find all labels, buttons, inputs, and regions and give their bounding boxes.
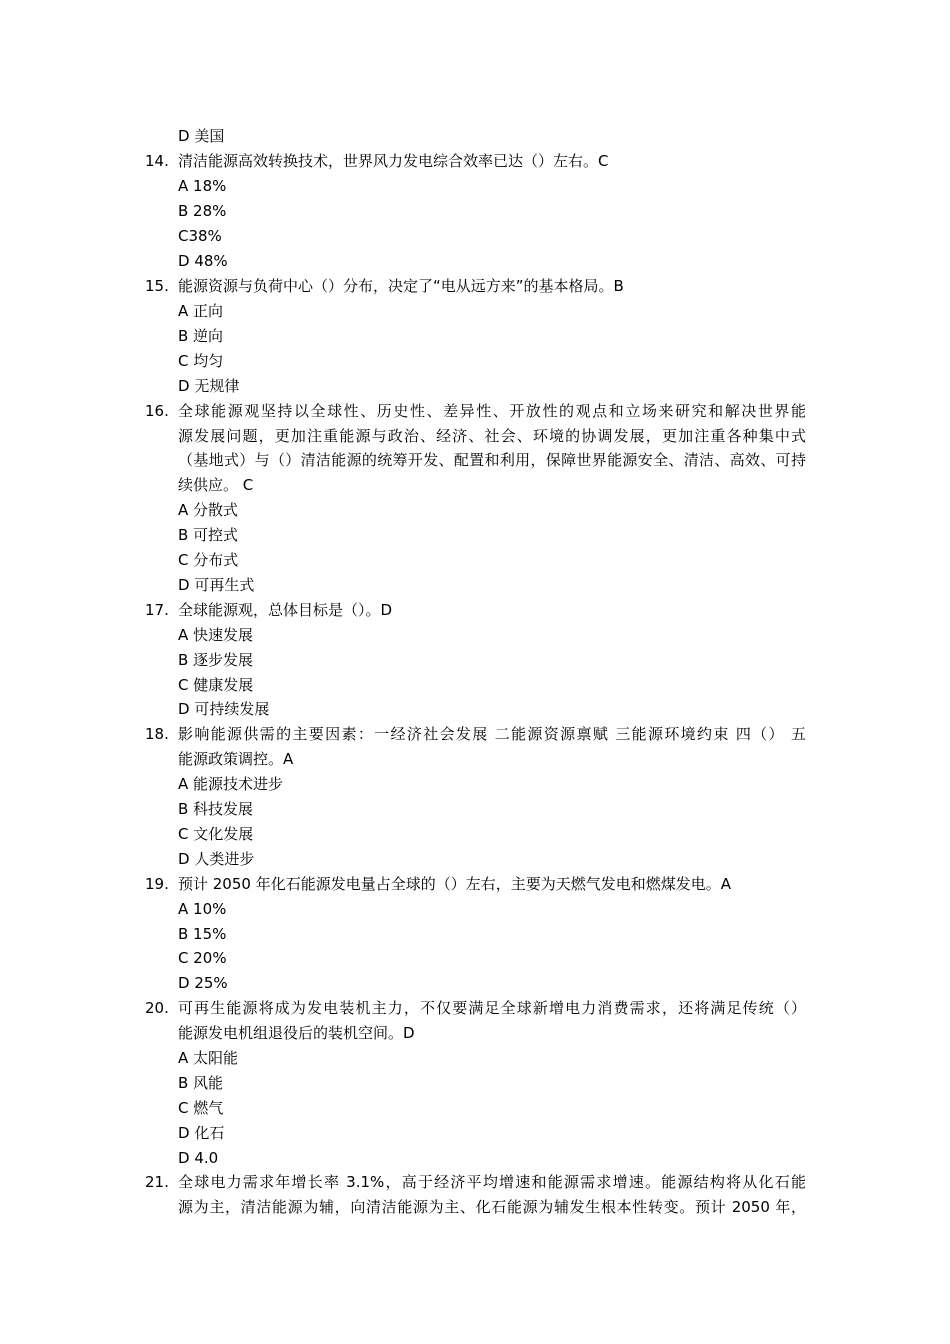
question-number: 21. (145, 1173, 169, 1191)
document-text-line: B 科技发展 (178, 800, 254, 818)
document-text-line: 源为主，清洁能源为辅，向清洁能源为主、化石能源为辅发生根本性转变。预计 2050 年， (178, 1198, 806, 1216)
document-text-line: B 逐步发展 (178, 651, 254, 669)
document-text-line: A 快速发展 (178, 626, 254, 644)
document-text-line: B 风能 (178, 1074, 224, 1092)
question-number: 18. (145, 725, 169, 743)
document-text-line: C 均匀 (178, 352, 224, 370)
question-number: 19. (145, 875, 169, 893)
document-text-line: D 无规律 (178, 377, 240, 395)
document-text-line: 全球能源观，总体目标是（）。D (178, 601, 393, 619)
document-text-line: C38% (178, 227, 222, 245)
document-text-line: A 18% (178, 177, 227, 195)
document-text-line: 清洁能源高效转换技术，世界风力发电综合效率已达（）左右。C (178, 152, 609, 170)
document-text-line: C 健康发展 (178, 676, 254, 694)
document-text-line: 可再生能源将成为发电装机主力，不仅要满足全球新增电力消费需求，还将满足传统（） (178, 999, 806, 1017)
document-text-line: 能源政策调控。A (178, 750, 294, 768)
document-text-line: D 4.0 (178, 1149, 219, 1167)
document-text-line: （基地式）与（）清洁能源的统筹开发、配置和利用，保障世界能源安全、清洁、高效、可持 (178, 451, 806, 469)
document-text-line: 能源发电机组退役后的装机空间。D (178, 1024, 415, 1042)
document-text-line: 全球电力需求年增长率 3.1%，高于经济平均增速和能源需求增速。能源结构将从化石能 (178, 1173, 806, 1191)
document-text-line: 续供应。 C (178, 476, 254, 494)
document-text-line: A 10% (178, 900, 227, 918)
document-text-line: D 化石 (178, 1124, 225, 1142)
document-text-line: D 可持续发展 (178, 700, 270, 718)
document-text-line: B 逆向 (178, 327, 224, 345)
document-text-line: 全球能源观坚持以全球性、历史性、差异性、开放性的观点和立场来研究和解决世界能 (178, 402, 806, 420)
document-text-line: B 28% (178, 202, 227, 220)
document-text-line: A 正向 (178, 302, 224, 320)
question-number: 17. (145, 601, 169, 619)
document-text-line: D 可再生式 (178, 576, 255, 594)
question-number: 16. (145, 402, 169, 420)
document-text-line: D 人类进步 (178, 850, 255, 868)
question-number: 15. (145, 277, 169, 295)
document-text-line: A 能源技术进步 (178, 775, 284, 793)
document-text-line: B 可控式 (178, 526, 239, 544)
document-text-line: C 20% (178, 949, 227, 967)
document-text-line: D 美国 (178, 127, 225, 145)
document-text-line: A 分散式 (178, 501, 239, 519)
question-number: 20. (145, 999, 169, 1017)
document-text-line: C 文化发展 (178, 825, 254, 843)
document-text-line: B 15% (178, 925, 227, 943)
document-text-line: C 分布式 (178, 551, 239, 569)
document-text-line: C 燃气 (178, 1099, 224, 1117)
document-text-line: 源发展问题，更加注重能源与政治、经济、社会、环境的协调发展，更加注重各种集中式 (178, 427, 806, 445)
document-text-line: D 48% (178, 252, 228, 270)
document-text-line: A 太阳能 (178, 1049, 239, 1067)
document-text-line: 影响能源供需的主要因素：一经济社会发展 二能源资源禀赋 三能源环境约束 四（） 五 (178, 725, 806, 743)
document-text-line: D 25% (178, 974, 228, 992)
question-number: 14. (145, 152, 169, 170)
document-text-line: 能源资源与负荷中心（）分布，决定了“电从远方来”的基本格局。B (178, 277, 624, 295)
document-text-line: 预计 2050 年化石能源发电量占全球的（）左右，主要为天燃气发电和燃煤发电。A (178, 875, 731, 893)
